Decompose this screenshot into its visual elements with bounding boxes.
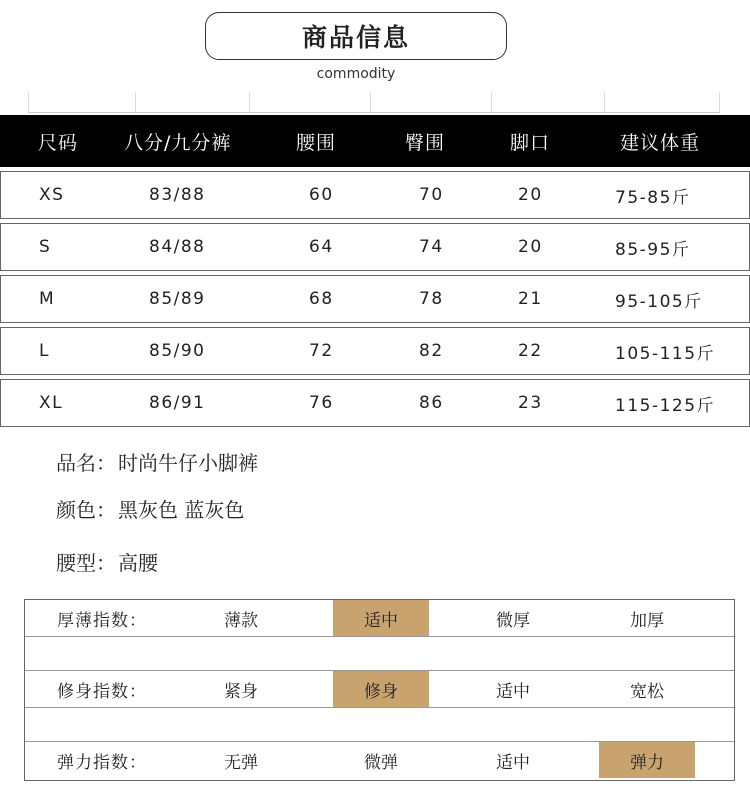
cell-waist: 64 (309, 237, 334, 257)
index-option-selected: 适中 (333, 600, 429, 636)
index-option: 加厚 (630, 610, 664, 631)
cell-hip: 86 (419, 393, 444, 413)
info-label: 腰型： (56, 551, 116, 575)
table-row (0, 171, 750, 219)
size-table-header (0, 115, 750, 167)
slimness-index-row (25, 671, 734, 707)
index-option: 微厚 (496, 610, 530, 631)
column-header-weight: 建议体重 (620, 131, 701, 154)
index-option: 适中 (496, 681, 530, 702)
thickness-index-row (25, 600, 734, 636)
info-value: 时尚牛仔小脚裤 (118, 451, 258, 475)
table-row (0, 379, 750, 427)
index-option: 适中 (496, 752, 530, 773)
index-label: 修身指数： (57, 681, 147, 702)
table-row (0, 327, 750, 375)
info-waist-type (56, 547, 158, 576)
section-title: 商品信息 (205, 12, 507, 60)
cell-length: 86/91 (149, 393, 206, 413)
cell-hip: 78 (419, 289, 444, 309)
index-label: 弹力指数： (57, 752, 147, 773)
cell-size: S (39, 237, 52, 257)
cell-waist: 76 (309, 393, 334, 413)
cell-hem: 20 (518, 237, 543, 257)
column-header-waist: 腰围 (296, 131, 337, 154)
cell-hem: 21 (518, 289, 543, 309)
cell-hem: 23 (518, 393, 543, 413)
divider (25, 636, 734, 637)
cell-hip: 74 (419, 237, 444, 257)
info-value: 高腰 (118, 551, 158, 575)
table-row (0, 275, 750, 323)
decorative-ruler (28, 92, 720, 114)
cell-hem: 22 (518, 341, 543, 361)
info-label: 品名： (56, 451, 116, 475)
cell-length: 84/88 (149, 237, 206, 257)
column-header-hem: 脚口 (510, 131, 551, 154)
cell-hem: 20 (518, 185, 543, 205)
info-label: 颜色： (56, 498, 116, 522)
cell-length: 83/88 (149, 185, 206, 205)
cell-weight: 95-105斤 (615, 291, 703, 312)
size-table (0, 115, 750, 427)
column-header-length: 八分/九分裤 (124, 131, 232, 154)
index-option: 无弹 (224, 752, 258, 773)
divider (25, 707, 734, 708)
column-header-size: 尺码 (38, 131, 79, 154)
cell-length: 85/89 (149, 289, 206, 309)
cell-length: 85/90 (149, 341, 206, 361)
cell-size: XS (39, 185, 65, 205)
elasticity-index-row (25, 742, 734, 778)
info-value: 黑灰色 蓝灰色 (118, 498, 245, 522)
column-header-hip: 臀围 (405, 131, 446, 154)
section-subtitle: commodity (316, 66, 396, 82)
index-option: 微弹 (364, 752, 398, 773)
info-product-name (56, 447, 258, 476)
info-color (56, 494, 244, 523)
index-option: 薄款 (224, 610, 258, 631)
cell-size: XL (39, 393, 64, 413)
cell-hip: 70 (419, 185, 444, 205)
fit-index-panel (24, 599, 735, 781)
cell-waist: 68 (309, 289, 334, 309)
table-row (0, 223, 750, 271)
cell-hip: 82 (419, 341, 444, 361)
index-option-selected: 弹力 (599, 742, 695, 778)
cell-weight: 105-115斤 (615, 343, 716, 364)
index-option: 紧身 (224, 681, 258, 702)
index-option-selected: 修身 (333, 671, 429, 707)
cell-weight: 115-125斤 (615, 395, 716, 416)
cell-weight: 75-85斤 (615, 187, 691, 208)
index-label: 厚薄指数： (57, 610, 147, 631)
cell-waist: 60 (309, 185, 334, 205)
cell-size: L (39, 341, 50, 361)
cell-weight: 85-95斤 (615, 239, 691, 260)
index-option: 宽松 (630, 681, 664, 702)
cell-size: M (39, 289, 56, 309)
cell-waist: 72 (309, 341, 334, 361)
